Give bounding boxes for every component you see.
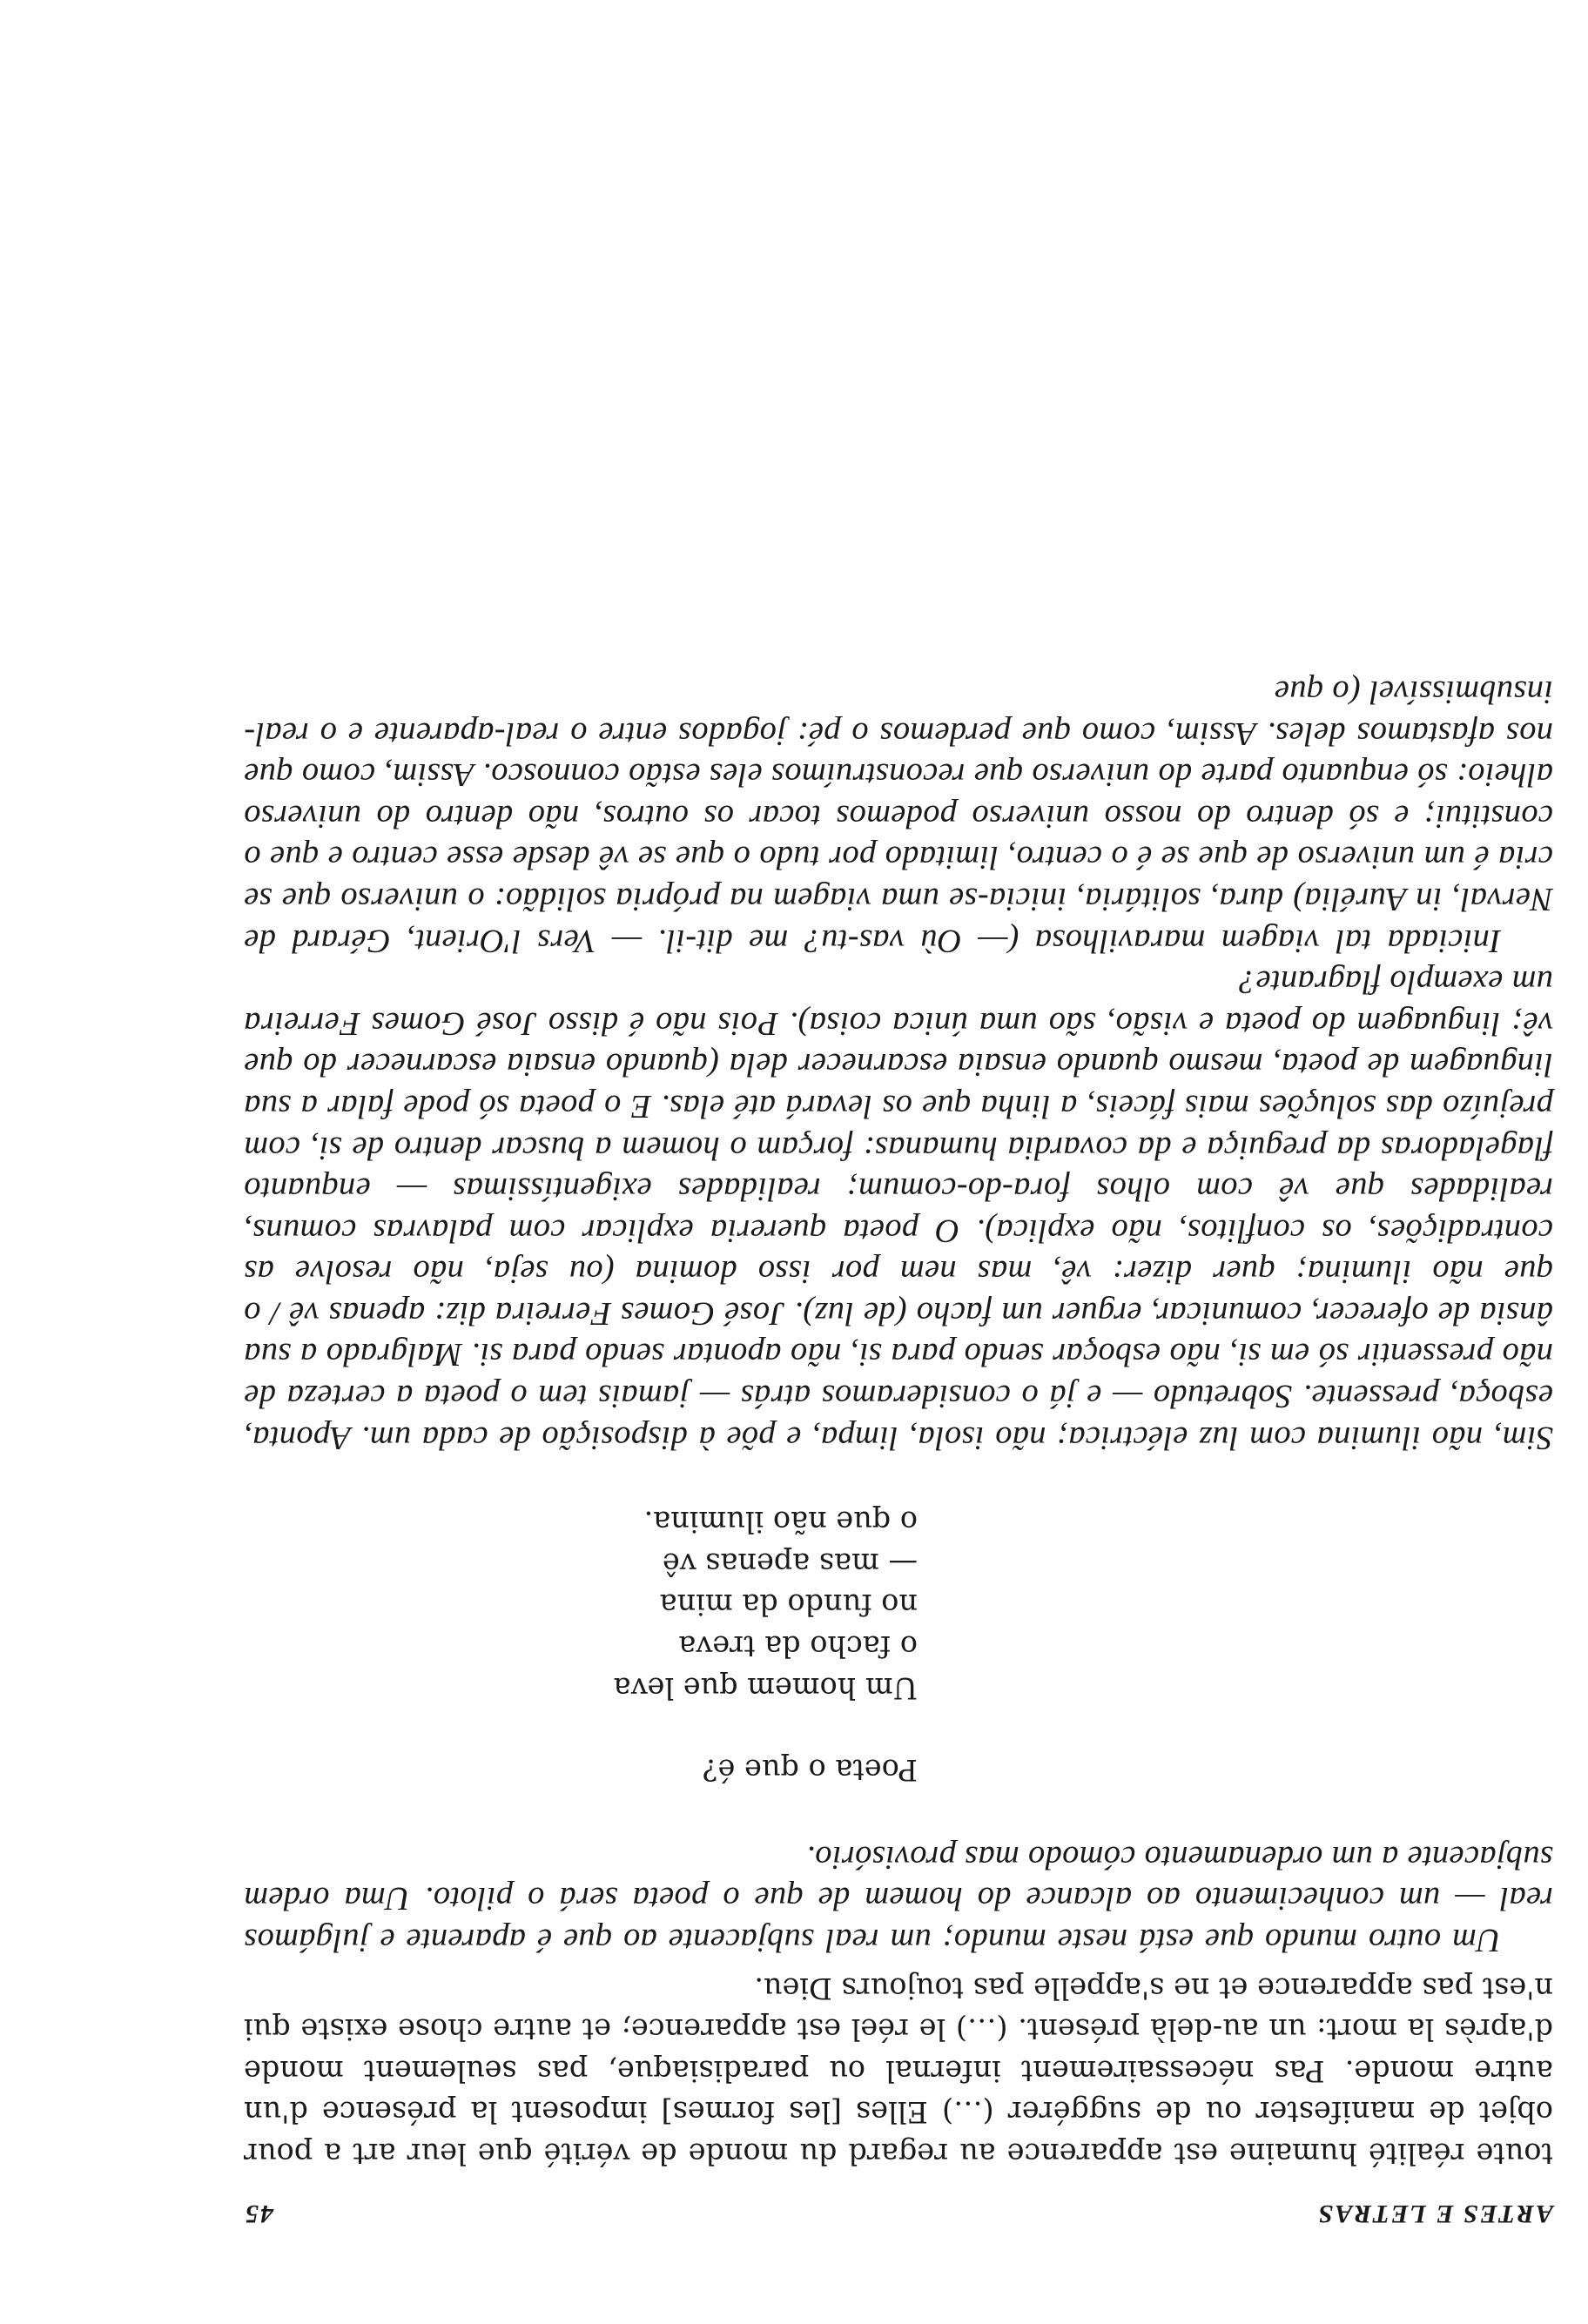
paragraph-outro-mundo: Um outro mundo que está neste mundo; um real subjacente ao que é aparente e julgámos real — um conhecimento ao alcance do homem de que o poeta será o piloto. Uma ordem subjacente a um ordenamento cómodo mas provisório. (244, 1838, 1553, 1959)
running-head (244, 2190, 1553, 2228)
poem-line: no fundo da mina (659, 1588, 918, 1622)
stanza-break (244, 1709, 918, 1750)
poem-line: o facho da treva (678, 1629, 918, 1664)
running-head-title: ARTES E LETRAS (1316, 2200, 1553, 2228)
paragraph-iniciada: Iniciada tal viagem maravilhosa (— Où vas-tu? me dit-il. — Vers l'Orient, Gérard de Nerval, in Aurélia) dura, solitária, inicia-se uma viagem na própria solidão: o universo que se cria é um universo de que se é o centro, limitado por tudo o que se vê desde esse centro e que o constitui; e só dentro do nosso universo podemos tocar os outros, não dentro do universo alheio: só enquanto parte do universo que reconstruímos eles estão connosco. Assim, como que nos afastamos deles. Assim, como que perdemos o pé: jogados entre o real-aparente e o real-insubmissível (o que (244, 674, 1553, 959)
poem-line: o que não ilumina. (643, 1505, 918, 1540)
paragraph-sim: Sim, não ilumina com luz eléctrica; não isola, limpa, e põe à disposição de cada um. Aponta, esboça, pressente. Sobretudo — e já o consideramos atrás — jamais tem o poeta a certeza de não pressentir só em si, não esboçar sendo para si, não apontar sendo para si. Malgrado a sua ânsia de oferecer, comunicar, erguer um facho (de luz). José Gomes Ferreira diz: apenas vê / o que não ilumina; quer dizer: vê, mas nem por isso domina (ou seja, não resolve as contradições, os conflitos, não explica). O poeta quereria explicar com palavras comuns, realidades que vê com olhos fora-do-comum; realidades exigentíssimas — enquanto flageladoras da preguiça e da covardia humanas: forçam o homem a buscar dentro de si, com prejuízo das soluções mais fáceis, a linha que os levará até elas. E o poeta só pode falar a sua linguagem de poeta, mesmo quando ensaia escarnecer dela (quando ensaia escarnecer do que vê; linguagem do poeta e visão, são uma única coisa). Pois não é disso José Gomes Ferreira um exemplo flagrante? (244, 964, 1553, 1456)
poem-line: Poeta o que é? (702, 1753, 918, 1788)
poem-line: Um homem que leva (613, 1670, 918, 1705)
poem (244, 1501, 1553, 1791)
french-quotation: toute réalité humaine est apparence au regard du monde de vérité que leur art a pour objet de manifester ou de suggérer (…) Elles [les formes] imposent la présence d'un autre monde. Pas nécessairement infernal ou paradisiaque, pas seulement monde d'après la mort: un au-delà présent. (…) le réel est apparence; et autre chose existe qui n'est pas apparence et ne s'appelle pas toujours Dieu. (244, 1971, 1553, 2171)
poem-line: — mas apenas vê (662, 1546, 918, 1581)
page-content (244, 670, 1553, 2228)
page-number: 45 (244, 2200, 273, 2228)
